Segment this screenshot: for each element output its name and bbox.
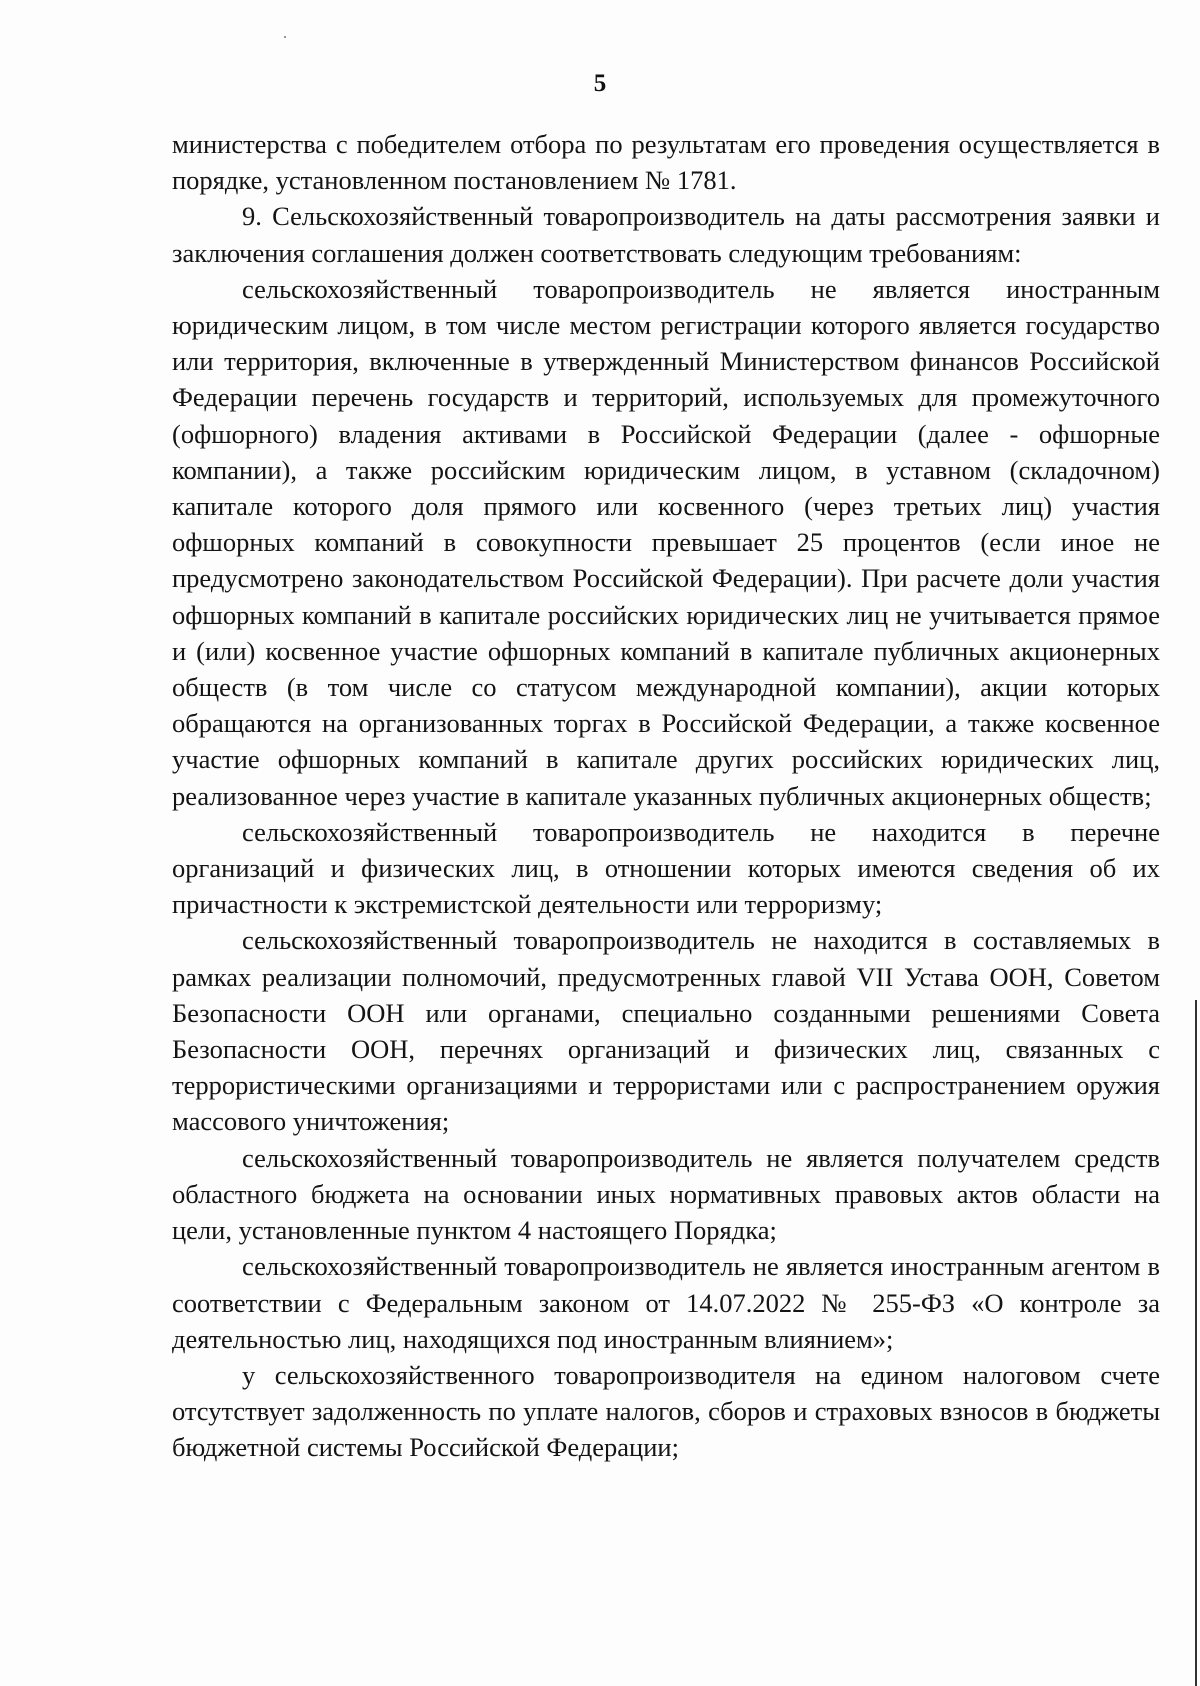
paragraph-un-sanctions-requirement: сельскохозяйственный товаропроизводитель не находится в составляемых в рамках реализации полномочий, предусмотренных главой VII Устава ООН, Советом Безопасности ООН или органами, специально созданными решениями Совета Безопасности ООН, перечнях организаций и физических лиц, связанных с террористическими организациями и террористами или с распространением оружия массового уничтожения; (172, 925, 1160, 1137)
paragraph-continuation: министерства с победителем отбора по результатам его проведения осуществляется в порядке, установленном постановлением № 1781. (172, 129, 1160, 196)
paragraph-extremism-requirement: сельскохозяйственный товаропроизводитель не находится в перечне организаций и физических лиц, в отношении которых имеются сведения об их причастности к экстремистской деятельности или терроризму; (172, 816, 1160, 920)
page-number: 5 (593, 70, 607, 97)
paragraph-offshore-requirement: сельскохозяйственный товаропроизводитель не является иностранным юридическим лицом, в том числе местом регистрации которого является государство или территория, включенные в утвержденный Министерством финансов Российской Федерации перечень государств и территорий, используемых для промежуточного (офшорного) владения активами в Российской Федерации (далее - офшорные компании), а также российским юридическим лицом, в уставном (складочном) капитале которого доля прямого или косвенного (через третьих лиц) участия офшорных компаний в совокупности превышает 25 процентов (если иное не предусмотрено законодательством Российской Федерации). При расчете доли участия офшорных компаний в капитале российских юридических лиц не учитывается прямое и (или) косвенное участие офшорных компаний в капитале публичных акционерных обществ (в том числе со статусом международной компании), акции которых обращаются на организованных торгах в Российской Федерации, а также косвенное участие офшорных компаний в капитале других российских юридических лиц, реализованное через участие в капитале указанных публичных акционерных обществ; (172, 273, 1160, 811)
paragraph-foreign-agent-requirement: сельскохозяйственный товаропроизводитель не является иностранным агентом в соответствии с Федеральным законом от 14.07.2022 № 255-ФЗ «О контроле за деятельностью лиц, находящихся под иностранным влиянием»; (172, 1251, 1160, 1354)
scan-edge-line (1195, 1000, 1197, 1686)
paragraph-budget-recipient-requirement: сельскохозяйственный товаропроизводитель не является получателем средств областного бюджета на основании иных нормативных правовых актов области на цели, установленные пунктом 4 настоящего Порядка; (172, 1142, 1160, 1246)
paragraph-tax-debt-requirement: у сельскохозяйственного товаропроизводителя на едином налоговом счете отсутствует задолженность по уплате налогов, сборов и страховых взносов в бюджеты бюджетной системы Российской Федерации; (172, 1359, 1160, 1463)
paragraph-item-9: 9. Сельскохозяйственный товаропроизводитель на даты рассмотрения заявки и заключения соглашения должен соответствовать следующим требованиям: (172, 201, 1160, 268)
scan-artifact (284, 36, 286, 38)
document-body (172, 126, 1160, 1466)
